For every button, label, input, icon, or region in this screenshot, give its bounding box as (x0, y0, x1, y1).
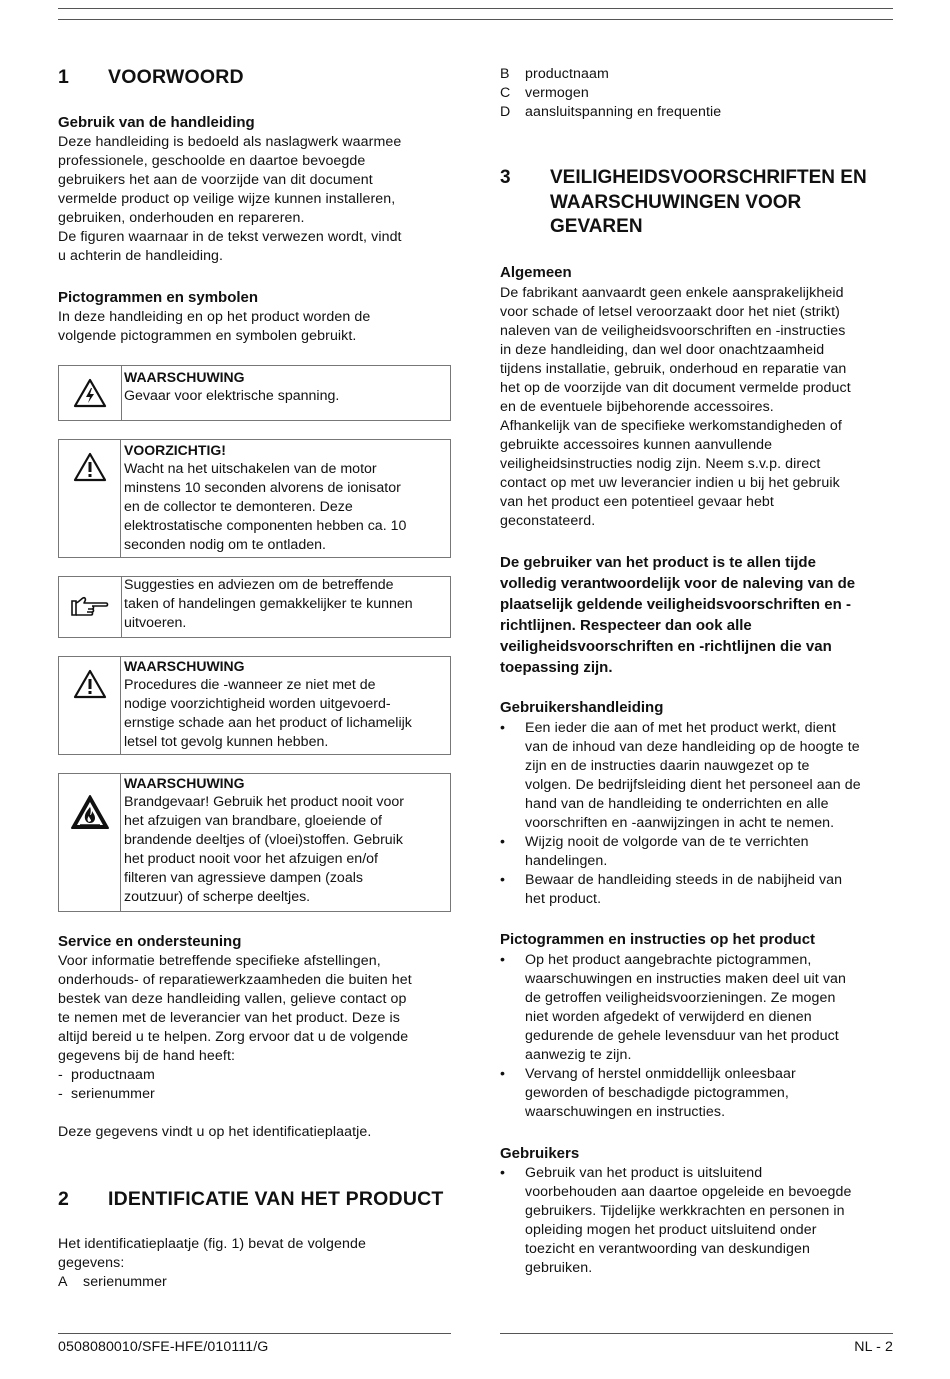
text-line: Een ieder die aan of met het product werkt, dient (525, 720, 836, 736)
notice-line: seconden nodig om te ontladen. (124, 537, 326, 553)
notice-content (124, 368, 446, 406)
notice-line: Wacht na het uitschakelen van de motor (124, 461, 377, 477)
list-item-text: productnaam (71, 1067, 155, 1083)
text-line: tijdens installatie, gebruik, onderhoud en reparatie van (500, 361, 847, 377)
footer-rule-right (500, 1333, 893, 1334)
text-line: de getroffen veiligheidsvoorzieningen. Ze mogen (525, 990, 836, 1006)
text-line: Voor informatie betreffende specifieke afstellingen, (58, 953, 381, 969)
notice-line: letsel tot gevolg kunnen hebben. (124, 734, 329, 750)
text-line: gegevens bij de hand heeft: (58, 1048, 236, 1064)
pointing-hand-icon (70, 595, 110, 619)
footer-rule-left (58, 1333, 451, 1334)
notice-line: ernstige schade aan het product of lichamelijk (124, 715, 412, 731)
title-line: WAARSCHUWINGEN VOOR (550, 191, 802, 213)
text-line: Deze handleiding is bedoeld als naslagwerk waarmee (58, 134, 402, 150)
header-rule-bottom (58, 19, 893, 20)
spacer (58, 1104, 458, 1123)
notice-box-caution (58, 439, 451, 558)
notice-line: het afzuigen van brandbare, gloeiende of (124, 813, 382, 829)
text-line: voorschriften en -aanwijzingen in acht te nemen. (525, 815, 835, 831)
algemeen-paragraph (500, 284, 900, 531)
list-item (58, 1273, 458, 1292)
text-line: zijn en de instructies daarin nauwgezet op te (525, 758, 810, 774)
subheading-algemeen: Algemeen (500, 264, 572, 281)
notice-line: Gevaar voor elektrische spanning. (124, 388, 340, 404)
bullet: • (500, 952, 506, 968)
identificatie-paragraph (58, 1235, 458, 1292)
list-item (500, 1065, 900, 1122)
text-line: veiligheidsinstructies nodig zijn. Neem s.v.p. direct (500, 456, 821, 472)
section-title: VOORWOORD (108, 66, 244, 88)
notice-line: taken of handelingen gemakkelijker te kunnen (124, 596, 413, 612)
section-number: 1 (58, 66, 70, 88)
text-line: u achterin de handleiding. (58, 248, 224, 264)
notice-title: VOORZICHTIG! (124, 442, 226, 458)
text-line: en de eventuele bijbehorende accessoires. (500, 399, 774, 415)
service-paragraph (58, 952, 458, 1142)
list-marker: - (58, 1067, 63, 1083)
text-line: waarschuwingen en instructies maken deel uit van (525, 971, 847, 987)
text-line: van het product een potentieel gevaar hebt (500, 494, 774, 510)
notice-line: zoutzuur) of scherpe deeltjes. (124, 889, 311, 905)
notice-box-tip (58, 576, 451, 638)
list-item (500, 833, 900, 871)
notice-content (124, 774, 446, 907)
text-line: vermelde product op veilige wijze kunnen installeren, (58, 191, 396, 207)
list-item (500, 84, 900, 103)
notice-line: brandende deeltjes of (vloei)stoffen. Gebruik (124, 832, 403, 848)
list-item-text: serienummer (83, 1274, 167, 1290)
notice-line: elektrostatische componenten hebben ca. 10 (124, 518, 407, 534)
header-rule-top (58, 8, 893, 9)
notice-content (124, 441, 446, 555)
section-number: 2 (58, 1188, 70, 1210)
text-line: waarschuwingen en instructies. (525, 1104, 726, 1120)
notice-line: uitvoeren. (124, 615, 187, 631)
text-line: gegevens: (58, 1255, 125, 1271)
subheading-gebruikers: Gebruikers (500, 1145, 580, 1162)
text-line: het op de voorzijde van dit document vermelde product (500, 380, 851, 396)
notice-line: nodige voorzichtigheid worden uitgevoerd- (124, 696, 391, 712)
text-line: het product. (525, 891, 602, 907)
text-line: gebruiken, onderhouden en repareren. (58, 210, 305, 226)
warning-icon (73, 669, 107, 699)
subheading-gebruik: Gebruik van de handleiding (58, 114, 255, 131)
text-line: De fabrikant aanvaardt geen enkele aansprakelijkheid (500, 285, 844, 301)
text-line: De figuren waarnaar in de tekst verwezen wordt, vindt (58, 229, 402, 245)
bullet: • (500, 1165, 506, 1181)
text-line: gebruikte accessoires kunnen aanvullende (500, 437, 773, 453)
text-line: volgende pictogrammen en symbolen gebruikt. (58, 328, 357, 344)
list-key: A (58, 1274, 68, 1290)
text-line: richtlijnen. Respecteer dan ook alle (500, 617, 752, 634)
notice-title: WAARSCHUWING (124, 775, 245, 791)
notice-line: Brandgevaar! Gebruik het product nooit voor (124, 794, 404, 810)
text-line: professionele, geschoolde en daartoe bevoegde (58, 153, 366, 169)
text-line: Gebruik van het product is uitsluitend (525, 1165, 763, 1181)
list-item-text: productnaam (525, 66, 609, 82)
list-item (500, 871, 900, 909)
text-line: plaatselijk geldende veiligheidsvoorschriften en - (500, 596, 851, 613)
bullet: • (500, 1066, 506, 1082)
text-line: naleven van de veiligheidsvoorschriften en -instructies (500, 323, 846, 339)
list-key: D (500, 104, 511, 120)
text-line: te nemen met de leverancier van het product. Deze is (58, 1010, 400, 1026)
text-line: gedurende de gehele levensduur van het product (525, 1028, 839, 1044)
text-line: gebruikers. Tijdelijke werkkrachten en personen in (525, 1203, 845, 1219)
bullet: • (500, 720, 506, 736)
text-line: geworden of beschadigde pictogrammen, (525, 1085, 789, 1101)
list-item (500, 719, 900, 833)
title-line: VEILIGHEIDSVOORSCHRIFTEN EN (550, 167, 867, 188)
text-line: gebruikers het aan de voorzijde van dit document (58, 172, 373, 188)
text-line: voorbehouden aan daartoe opgeleide en bevoegde (525, 1184, 852, 1200)
subheading-pictogrammen-product: Pictogrammen en instructies op het product (500, 931, 816, 948)
notice-content (124, 657, 446, 752)
list-item-text: serienummer (71, 1086, 155, 1102)
text-line: Vervang of herstel onmiddellijk onleesbaar (525, 1066, 796, 1082)
notice-line: en de collector te demonteren. Deze (124, 499, 353, 515)
list-key: C (500, 85, 511, 101)
text-line: Deze gegevens vindt u op het identificatieplaatje. (58, 1124, 372, 1140)
icon-cell (59, 657, 121, 754)
footer-doc-code: 0508080010/SFE-HFE/010111/G (58, 1339, 269, 1355)
subheading-service: Service en ondersteuning (58, 933, 242, 950)
text-line: contact op met uw leverancier indien u bij het gebruik (500, 475, 840, 491)
text-line: toezicht en verantwoording van deskundigen (525, 1241, 810, 1257)
text-line: hand van de handleiding te onderrichten en alle (525, 796, 829, 812)
handleiding-list (500, 719, 900, 909)
text-line: toepassing zijn. (500, 659, 613, 676)
icon-cell (59, 577, 122, 637)
notice-content (124, 576, 446, 633)
list-item (58, 1066, 458, 1085)
bullet: • (500, 834, 506, 850)
identificatie-list-continued (500, 65, 900, 122)
list-marker: - (58, 1086, 63, 1102)
picto-product-list (500, 951, 900, 1122)
text-line: onderhouds- of reparatiewerkzaamheden die buiten het (58, 972, 412, 988)
notice-line: Suggesties en adviezen om de betreffende (124, 577, 394, 593)
notice-line: het product nooit voor het afzuigen en/of (124, 851, 378, 867)
gebruikers-list (500, 1164, 900, 1278)
icon-cell (59, 366, 122, 420)
fire-warning-icon (70, 794, 110, 830)
list-item (500, 103, 900, 122)
notice-box-electric (58, 365, 451, 421)
gebruik-paragraph (58, 133, 458, 266)
text-line: niet worden afgedekt of verwijderd en dienen (525, 1009, 812, 1025)
text-line: gebruiken. (525, 1260, 593, 1276)
notice-box-fire (58, 773, 451, 912)
list-key: B (500, 66, 510, 82)
notice-title: WAARSCHUWING (124, 658, 245, 674)
text-line: Afhankelijk van de specifieke werkomstandigheden of (500, 418, 842, 434)
bullet: • (500, 872, 506, 888)
notice-line: Procedures die -wanneer ze niet met de (124, 677, 376, 693)
section-3-heading (500, 166, 900, 241)
notice-title: WAARSCHUWING (124, 369, 245, 385)
pictogrammen-paragraph (58, 308, 458, 346)
text-line: opleiding mogen het product uitsluitend onder (525, 1222, 817, 1238)
text-line: in deze handleiding, dan wel door onachtzaamheid (500, 342, 825, 358)
notice-line: filteren van agressieve dampen (zoals (124, 870, 363, 886)
text-line: Wijzig nooit de volgorde van de te verrichten (525, 834, 809, 850)
text-line: handelingen. (525, 853, 608, 869)
list-item-text: aansluitspanning en frequentie (525, 104, 722, 120)
text-line: volgen. De bedrijfsleiding dient het personeel aan de (525, 777, 861, 793)
text-line: Bewaar de handleiding steeds in de nabijheid van (525, 872, 843, 888)
section-1-heading (58, 66, 244, 89)
subheading-gebruikershandleiding: Gebruikershandleiding (500, 699, 664, 716)
footer-page-number: NL - 2 (854, 1339, 893, 1355)
text-line: Op het product aangebrachte pictogrammen, (525, 952, 812, 968)
text-line: bestek van deze handleiding vallen, gelieve contact op (58, 991, 407, 1007)
electric-warning-icon (73, 378, 107, 408)
text-line: altijd bereid u te helpen. Zorg ervoor dat u de volgende (58, 1029, 409, 1045)
text-line: Het identificatieplaatje (fig. 1) bevat de volgende (58, 1236, 366, 1252)
list-item (58, 1085, 458, 1104)
section-number: 3 (500, 167, 511, 188)
text-line: In deze handleiding en op het product worden de (58, 309, 371, 325)
section-title: IDENTIFICATIE VAN HET PRODUCT (108, 1188, 444, 1210)
notice-line: minstens 10 seconden alvorens de ionisator (124, 480, 401, 496)
list-item-text: vermogen (525, 85, 589, 101)
text-line: van de inhoud van deze handleiding op de hoogte te (525, 739, 860, 755)
text-line: geconstateerd. (500, 513, 596, 529)
responsibility-notice (500, 552, 900, 678)
icon-cell (59, 440, 121, 557)
section-2-heading (58, 1188, 444, 1211)
subheading-pictogrammen: Pictogrammen en symbolen (58, 289, 259, 306)
list-item (500, 1164, 900, 1278)
icon-cell (59, 774, 121, 911)
list-item (500, 951, 900, 1065)
list-item (500, 65, 900, 84)
text-line: veiligheidsvoorschriften en -richtlijnen die van (500, 638, 832, 655)
text-line: volledig verantwoordelijk voor de naleving van de (500, 575, 856, 592)
notice-box-warning (58, 656, 451, 755)
section-title (550, 166, 910, 240)
text-line: De gebruiker van het product is te allen tijde (500, 554, 816, 571)
caution-icon (73, 452, 107, 482)
title-line: GEVAREN (550, 216, 643, 237)
text-line: voor schade of letsel veroorzaakt door het niet (strikt) (500, 304, 840, 320)
text-line: aanwezig te zijn. (525, 1047, 632, 1063)
